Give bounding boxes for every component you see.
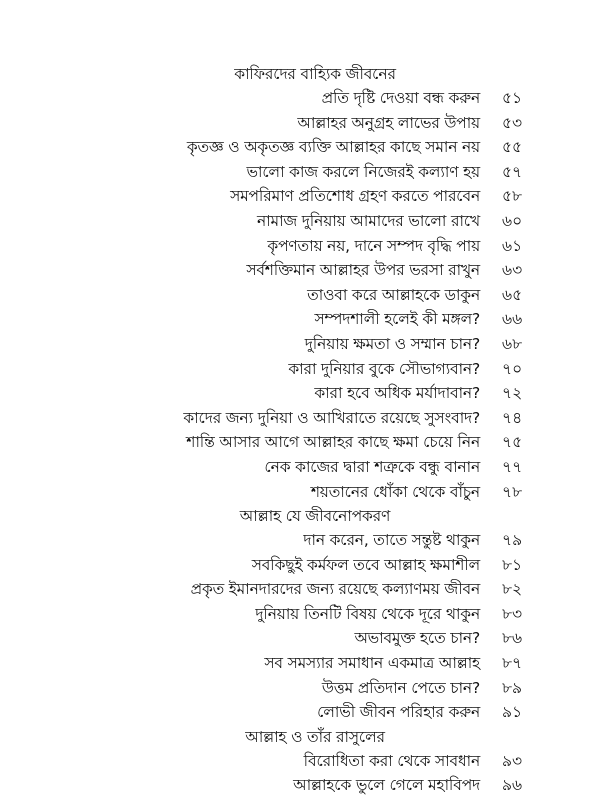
toc-entry-title-line: নামাজ দুনিয়ায় আমাদের ভালো রাখে: [256, 211, 480, 230]
toc-entry: [0, 357, 609, 381]
toc-entry: [0, 258, 609, 282]
toc-entry-title-line: আল্লাহর অনুগ্রহ লাভের উপায়: [297, 113, 480, 132]
toc-entry: [0, 111, 609, 135]
toc-entry-title-line: সবকিছুই কর্মফল তবে আল্লাহ ক্ষমাশীল: [251, 555, 480, 574]
toc-entry: [0, 430, 609, 454]
toc-entry-page-number: ৭৭: [502, 457, 523, 476]
toc-entry: [0, 283, 609, 307]
toc-entry-page-number: ৭৪: [502, 408, 523, 427]
toc-entry-title: [0, 135, 480, 159]
toc-entry: [0, 184, 609, 208]
toc-entry: [0, 332, 609, 356]
toc-entry-title: [0, 504, 480, 552]
toc-entry-title-line: কাফিরদের বাহ্যিক জীবনের: [234, 65, 396, 83]
toc-entry-title: [0, 283, 480, 307]
toc-entry-page-number: ৮৬: [502, 629, 523, 648]
toc-entry-title: [0, 455, 480, 479]
toc-entry-title-line: কৃপণতায় নয়, দানে সম্পদ বৃদ্ধি পায়: [267, 236, 480, 255]
toc-entry: [0, 160, 609, 184]
toc-entry: [0, 602, 609, 626]
toc-entry-title: [0, 62, 480, 110]
toc-entry-title-line: দান করেন, তাতে সন্তুষ্ট থাকুন: [303, 531, 480, 550]
toc-entry-page-number: ৬৫: [502, 285, 523, 304]
toc-entry-title-line: আল্লাহ যে জীবনোপকরণ: [239, 507, 391, 526]
toc-entry-page-number: ৫৫: [502, 138, 523, 157]
toc-entry: [0, 773, 609, 797]
toc-entry-page-number: ৫১: [502, 89, 523, 107]
toc-entry-title: [0, 184, 480, 208]
toc-entry-title-line: অভাবমুক্ত হতে চান?: [354, 629, 480, 648]
toc-entry: [0, 504, 609, 552]
toc-entry: [0, 381, 609, 405]
toc-entry: [0, 700, 609, 724]
toc-entry-title-line: কৃতজ্ঞ ও অকৃতজ্ঞ ব্যক্তি আল্লাহর কাছে সমান নয়: [186, 138, 480, 157]
toc-entry-title: [0, 160, 480, 184]
toc-entry-title-line: উত্তম প্রতিদান পেতে চান?: [321, 678, 480, 697]
toc-entry-page-number: ৬৮: [502, 334, 523, 353]
toc-entry-page-number: ৭৯: [502, 531, 523, 550]
toc-entry-title: [0, 577, 480, 601]
toc-entry-page-number: ৬৬: [502, 310, 523, 329]
toc-entry: [0, 234, 609, 258]
toc-entry-page-number: ৫৭: [502, 162, 523, 181]
toc-entry-title: [0, 553, 480, 577]
toc-entry-title: [0, 111, 480, 135]
toc-entry: [0, 626, 609, 650]
toc-entry-title: [0, 773, 480, 797]
toc-entry-title-line: দুনিয়ায় তিনটি বিষয় থেকে দূরে থাকুন: [255, 604, 480, 623]
toc-entry: [0, 553, 609, 577]
toc-entry-title-line: শয়তানের ধোঁকা থেকে বাঁচুন: [310, 482, 480, 501]
toc-entry-title: [0, 258, 480, 282]
toc-entry-title-line: বিরোধিতা করা থেকে সাবধান: [303, 751, 480, 770]
toc-entry-page-number: ৫৮: [502, 187, 523, 206]
toc-entry-page-number: ৬১: [502, 236, 523, 255]
toc-entry-page-number: ৬৩: [502, 261, 523, 280]
toc-entry: [0, 480, 609, 504]
toc-entry-page-number: ৮১: [502, 555, 523, 574]
toc-entry-title-line: কারা হবে অধিক মর্যাদাবান?: [314, 384, 480, 403]
toc-entry-title: [0, 307, 480, 331]
toc-entry-title: [0, 725, 480, 773]
toc-entry-title: [0, 234, 480, 258]
toc-entry-title-line: নেক কাজের দ্বারা শত্রুকে বন্ধু বানান: [264, 457, 480, 476]
toc-entry: [0, 209, 609, 233]
toc-entry-title-line: সর্বশক্তিমান আল্লাহর উপর ভরসা রাখুন: [246, 261, 480, 280]
toc-entry-title-line: সম্পদশালী হলেই কী মঙ্গল?: [314, 310, 480, 329]
toc-entry: [0, 307, 609, 331]
toc-entry-title-line: তাওবা করে আল্লাহকে ডাকুন: [307, 285, 480, 304]
toc-entry-title: [0, 332, 480, 356]
toc-entry: [0, 455, 609, 479]
toc-entry-title-line: ভালো কাজ করলে নিজেরই কল্যাণ হয়: [246, 162, 480, 181]
toc-entry-page-number: ৮৩: [502, 604, 523, 623]
toc-entry-title-line: শান্তি আসার আগে আল্লাহর কাছে ক্ষমা চেয়ে নিন: [186, 433, 480, 452]
toc-entry: [0, 62, 609, 110]
toc-entry-title-line: সমপরিমাণ প্রতিশোধ গ্রহণ করতে পারবেন: [230, 187, 480, 206]
toc-entry-page-number: ৯১: [502, 703, 523, 722]
toc-entry-title-line: আল্লাহকে ভুলে গেলে মহাবিপদ: [293, 776, 480, 795]
toc-entry: [0, 577, 609, 601]
toc-entry-title: [0, 480, 480, 504]
toc-entry-title: [0, 626, 480, 650]
toc-entry-page-number: ৬০: [502, 211, 523, 230]
toc-entry-page-number: ৮২: [502, 580, 523, 599]
toc-entry-title-line: সব সমস্যার সমাধান একমাত্র আল্লাহ: [264, 654, 480, 673]
toc-entry-title: [0, 209, 480, 233]
toc-entry-title: [0, 381, 480, 405]
toc-entry-title: [0, 700, 480, 724]
toc-entry-title: [0, 602, 480, 626]
toc-entry-title-line: কারা দুনিয়ার বুকে সৌভাগ্যবান?: [288, 359, 480, 378]
toc-entry-title-line: প্রতি দৃষ্টি দেওয়া বন্ধ করুন: [321, 89, 480, 107]
toc-entry-title-line: লোভী জীবন পরিহার করুন: [317, 703, 480, 722]
toc-entry-title: [0, 357, 480, 381]
toc-entry-page-number: ৯৩: [502, 751, 523, 770]
toc-entry-page-number: ৫৩: [502, 113, 523, 132]
toc-entry-page-number: ৭০: [502, 359, 523, 378]
toc-entry-title: [0, 651, 480, 675]
toc-entry-title: [0, 406, 480, 430]
toc-entry-page-number: ৭২: [502, 384, 523, 403]
toc-entry-page-number: ৮৯: [502, 678, 523, 697]
toc-entry-title: [0, 430, 480, 454]
toc-entry: [0, 651, 609, 675]
toc-entry-title-line: দুনিয়ায় ক্ষমতা ও সম্মান চান?: [304, 334, 480, 353]
toc-entry: [0, 135, 609, 159]
toc-entry-page-number: ৯৬: [502, 776, 523, 795]
toc-entry-title-line: কাদের জন্য দুনিয়া ও আখিরাতে রয়েছে সুসংবাদ?: [183, 408, 480, 427]
toc-entry-page-number: ৭৫: [502, 433, 523, 452]
toc-entry-page-number: ৮৭: [502, 654, 523, 673]
toc-entry-page-number: ৭৮: [502, 482, 523, 501]
toc-entry: [0, 725, 609, 773]
table-of-contents: [0, 62, 609, 798]
toc-entry-title-line: প্রকৃত ইমানদারদের জন্য রয়েছে কল্যাণময় জীবন: [190, 580, 480, 599]
toc-entry-title: [0, 676, 480, 700]
toc-entry-title-line: আল্লাহ ও তাঁর রাসুলের: [245, 727, 385, 746]
toc-entry: [0, 406, 609, 430]
toc-entry: [0, 676, 609, 700]
